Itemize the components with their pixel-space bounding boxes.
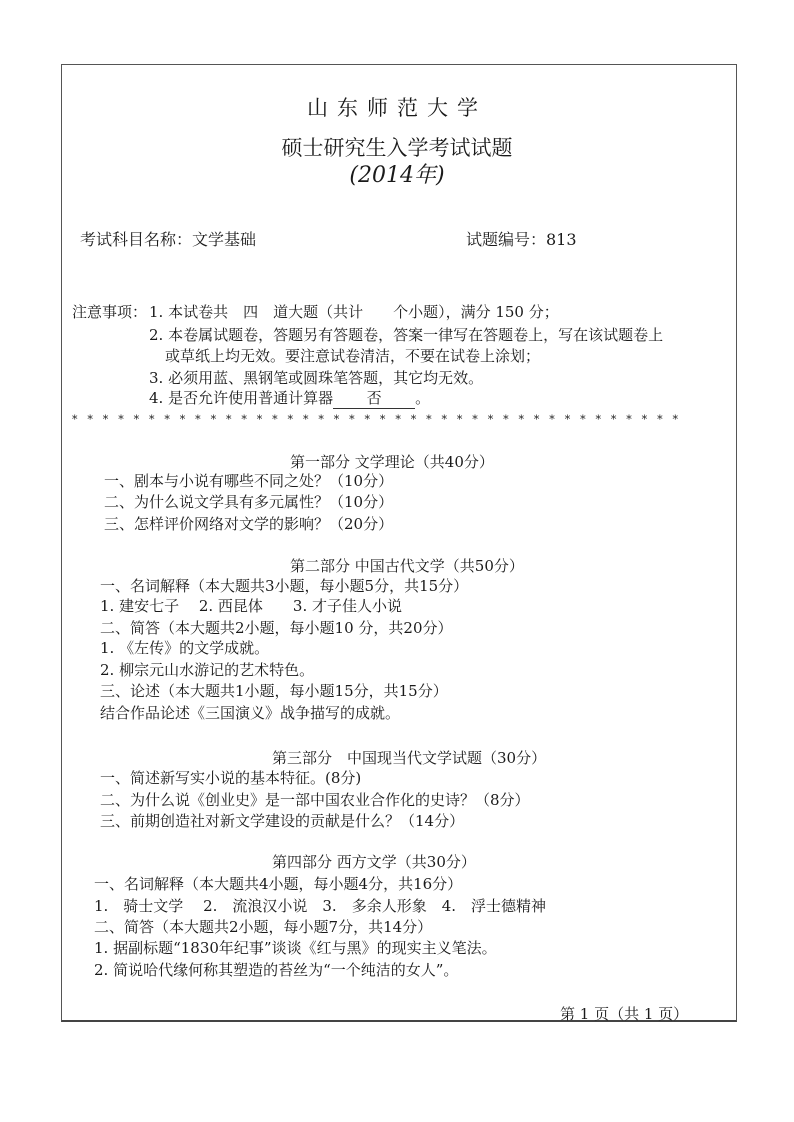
question-line: 1. 建安七子 2. 西昆体 3. 才子佳人小说 <box>100 597 403 615</box>
subject-label: 考试科目名称：文学基础 <box>80 230 257 249</box>
question-line: 二、简答（本大题共2小题，每小题10 分，共20分） <box>100 619 453 637</box>
question-line: 一、简述新写实小说的基本特征。(8分) <box>100 769 362 787</box>
note-item: 或草纸上均无效。要注意试卷清洁，不要在试卷上涂划； <box>165 347 541 365</box>
question-line: 1. 骑士文学 2. 流浪汉小说 3. 多余人形象 4. 浮士德精神 <box>94 897 547 915</box>
part-heading: 第三部分 中国现当代文学试题（30分） <box>272 749 547 767</box>
question-line: 三、论述（本大题共1小题，每小题15分，共15分） <box>100 682 448 700</box>
note-item-calculator <box>149 388 430 409</box>
notes-label: 注意事项： <box>72 303 148 321</box>
question-line: 三、怎样评价网络对文学的影响？（20分） <box>104 515 394 533</box>
question-line: 1. 《左传》的文学成就。 <box>100 639 270 657</box>
separator-stars: * * * * * * * * * * * * * * * * * * * * * * * * * * * * * * * * * * * * * * * * <box>72 413 682 426</box>
note-item: 2. 本卷属试题卷，答题另有答题卷，答案一律写在答题卷上，写在该试题卷上 <box>149 326 664 344</box>
calculator-question: 4. 是否允许使用普通计算器 <box>149 389 334 407</box>
part-heading: 第四部分 西方文学（共30分） <box>272 853 476 871</box>
note-item: 3. 必须用蓝、黑钢笔或圆珠笔答题，其它均无效。 <box>149 369 484 387</box>
calculator-answer: 否 <box>333 388 415 409</box>
question-line: 2. 柳宗元山水游记的艺术特色。 <box>100 661 315 679</box>
question-line: 二、简答（本大题共2小题，每小题7分，共14分） <box>94 918 433 936</box>
calculator-end: 。 <box>415 389 431 407</box>
question-line: 一、名词解释（本大题共4小题，每小题4分，共16分） <box>94 875 463 893</box>
note-item: 1. 本试卷共 四 道大题（共计 个小题），满分 150 分； <box>149 303 559 321</box>
exam-code: 试题编号：813 <box>466 230 577 249</box>
part-heading: 第二部分 中国古代文学（共50分） <box>290 557 524 575</box>
question-line: 一、剧本与小说有哪些不同之处？（10分） <box>104 472 394 490</box>
question-line: 二、为什么说文学具有多元属性？（10分） <box>104 493 394 511</box>
exam-title: 硕士研究生入学考试试题 <box>281 136 513 160</box>
question-line: 结合作品论述《三国演义》战争描写的成就。 <box>100 704 401 722</box>
university-name: 山东师范大学 <box>307 96 487 120</box>
page-footer: 第 1 页（共 1 页） <box>560 1005 689 1023</box>
question-line: 2. 简说哈代缘何称其塑造的苔丝为“一个纯洁的女人”。 <box>94 961 459 979</box>
question-line: 一、名词解释（本大题共3小题，每小题5分，共15分） <box>100 577 469 595</box>
question-line: 三、前期创造社对新文学建设的贡献是什么？（14分） <box>100 812 465 830</box>
question-line: 1. 据副标题“1830年纪事”谈谈《红与黑》的现实主义笔法。 <box>94 939 497 957</box>
year-handwritten: (2014年) <box>349 163 445 188</box>
question-line: 二、为什么说《创业史》是一部中国农业合作化的史诗？（8分） <box>100 791 530 809</box>
part-heading: 第一部分 文学理论（共40分） <box>290 453 494 471</box>
